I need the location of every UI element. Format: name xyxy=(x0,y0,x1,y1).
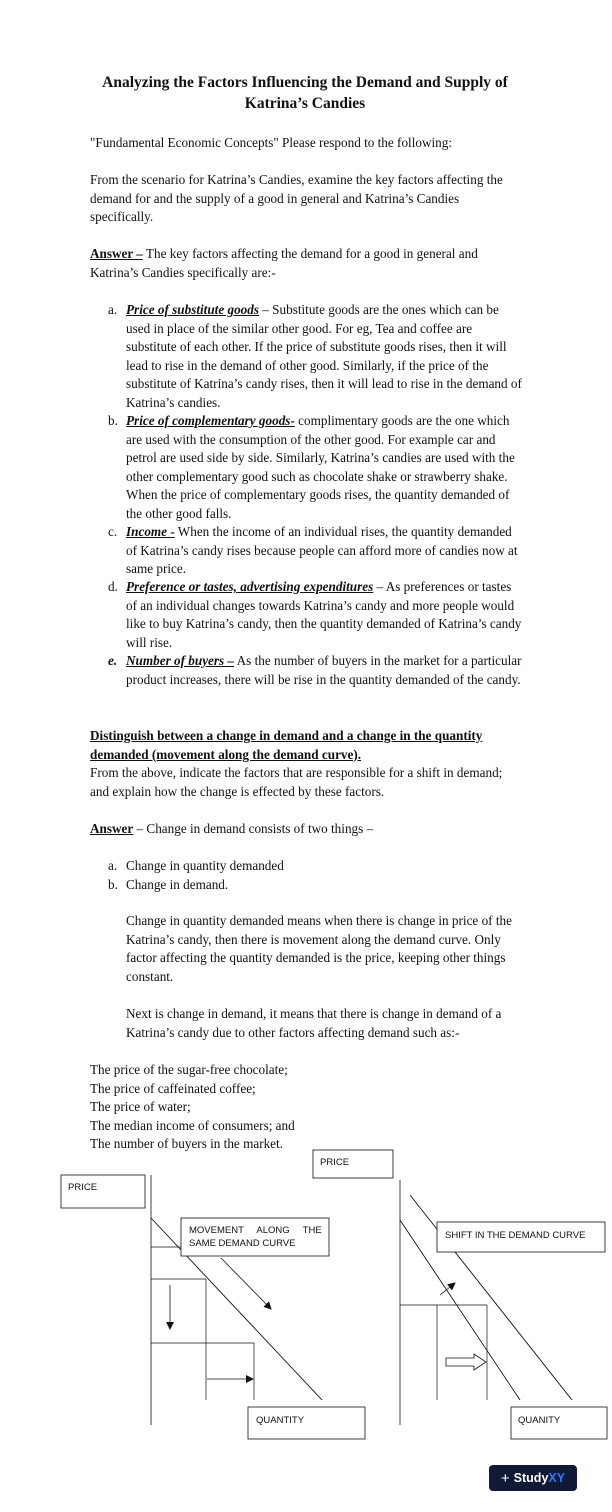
rightward-shift-arrow xyxy=(446,1354,486,1370)
other-factor: The price of caffeinated coffee; xyxy=(90,1080,256,1096)
factor-marker: a. xyxy=(108,302,118,317)
quantity-label: QUANTITY xyxy=(256,1415,305,1426)
movement-caption-line2: SAME DEMAND CURVE xyxy=(189,1238,296,1249)
answer-1 xyxy=(90,245,522,282)
question-2-heading: Distinguish between a change in demand and a change in the quantity demanded (movement along the demand curve). xyxy=(90,728,483,762)
demand-diagrams xyxy=(0,1145,612,1455)
factor-heading: Income - xyxy=(126,524,175,539)
logo-study: Study xyxy=(513,1471,549,1485)
price-label: PRICE xyxy=(68,1182,98,1193)
movement-caption-line1: MOVEMENT ALONG THE xyxy=(189,1225,322,1236)
factor-text: When the income of an individual rises, the quantity demanded of Katrina’s candy rises because people can afford more of candies now at same price. xyxy=(126,524,518,576)
prompt-text: "Fundamental Economic Concepts" Please respond to the following: xyxy=(90,135,452,150)
answer-2-text: – Change in demand consists of two things – xyxy=(133,821,374,836)
logo-xy: XY xyxy=(548,1471,566,1485)
change-marker: a. xyxy=(108,858,118,873)
price-label: PRICE xyxy=(320,1157,350,1168)
factor-marker: e. xyxy=(108,653,118,668)
answer-1-label: Answer – xyxy=(90,246,143,261)
answer-1-text: The key factors affecting the demand for a good in general and Katrina’s Candies specifically are:- xyxy=(90,246,478,280)
plus-icon: + xyxy=(500,1469,510,1487)
shift-diagram xyxy=(313,1150,607,1439)
movement-diagram xyxy=(61,1175,365,1439)
other-factors-list xyxy=(90,1061,350,1154)
shift-arrow xyxy=(440,1283,455,1295)
answer-2-label: Answer xyxy=(90,821,134,836)
factor-text: – As preferences or tastes of an individual changes towards Katrina’s candy and more people would like to buy Katrina’s candy, then the quantity demanded of Katrina’s candy will rise. xyxy=(126,579,522,650)
factor-text: – Substitute goods are the ones which can be used in place of the similar other good. For eg, Tea and coffee are substitute of each other. If the price of substitute goods rises, then it will lead to rise in the demand of other good. Similarly, if the price of the substitute of Katrina’s candy rises, then it will lead to rise in the demand of Katrina’s candies. xyxy=(126,302,522,410)
movement-caption-box xyxy=(181,1218,329,1256)
other-factor: The price of water; xyxy=(90,1099,191,1114)
other-factor: The price of the sugar-free chocolate; xyxy=(90,1062,288,1077)
factor-text: As the number of buyers in the market for a particular product increases, there will be rise in the quantity demanded of the candy. xyxy=(126,653,522,687)
page-title: Analyzing the Factors Influencing the Demand and Supply of Katrina’s Candies xyxy=(102,74,508,112)
factor-heading: Preference or tastes, advertising expenditures xyxy=(126,579,374,594)
other-factor: The median income of consumers; and xyxy=(90,1117,295,1133)
factor-marker: c. xyxy=(108,524,118,539)
question-2-text: From the above, indicate the factors that are responsible for a shift in demand; and explain how the change is effected by these factors. xyxy=(90,765,503,799)
studyxy-logo xyxy=(489,1465,577,1491)
explain-change-in-demand: Next is change in demand, it means that there is change in demand of a Katrina’s candy due to other factors affecting demand such as:- xyxy=(126,1006,502,1040)
factor-marker: b. xyxy=(108,413,118,428)
movement-arrow xyxy=(221,1258,271,1309)
explain-quantity-demanded: Change in quantity demanded means when there is change in price of the Katrina’s candy, then there is movement along the demand curve. Only factor affecting the quantity demanded is the price, keeping other things constant. xyxy=(126,913,512,984)
factor-heading: Price of substitute goods xyxy=(126,302,259,317)
shift-caption: SHIFT IN THE DEMAND CURVE xyxy=(445,1230,586,1241)
change-text: Change in demand. xyxy=(126,876,229,892)
other-factor: The number of buyers in the market. xyxy=(90,1136,283,1151)
factor-marker: d. xyxy=(108,579,118,594)
question-1: From the scenario for Katrina’s Candies, examine the key factors affecting the demand for and the supply of a good in general and Katrina’s Candies specifically. xyxy=(90,172,503,224)
change-marker: b. xyxy=(108,876,118,892)
factor-heading: Price of complementary goods- xyxy=(126,413,295,428)
factor-heading: Number of buyers – xyxy=(126,653,235,668)
quantity-label: QUANITY xyxy=(518,1415,561,1426)
factor-text: complimentary goods are the one which are used with the consumption of the other good. For example car and petrol are used side by side. Similarly, Katrina’s candies are used with the other complementary good such as chocolate shake or strawberry shake. When the price of complementary goods rises, the quantity demanded of the other good falls. xyxy=(126,413,515,521)
answer-2 xyxy=(90,820,522,839)
change-text: Change in quantity demanded xyxy=(126,858,284,873)
